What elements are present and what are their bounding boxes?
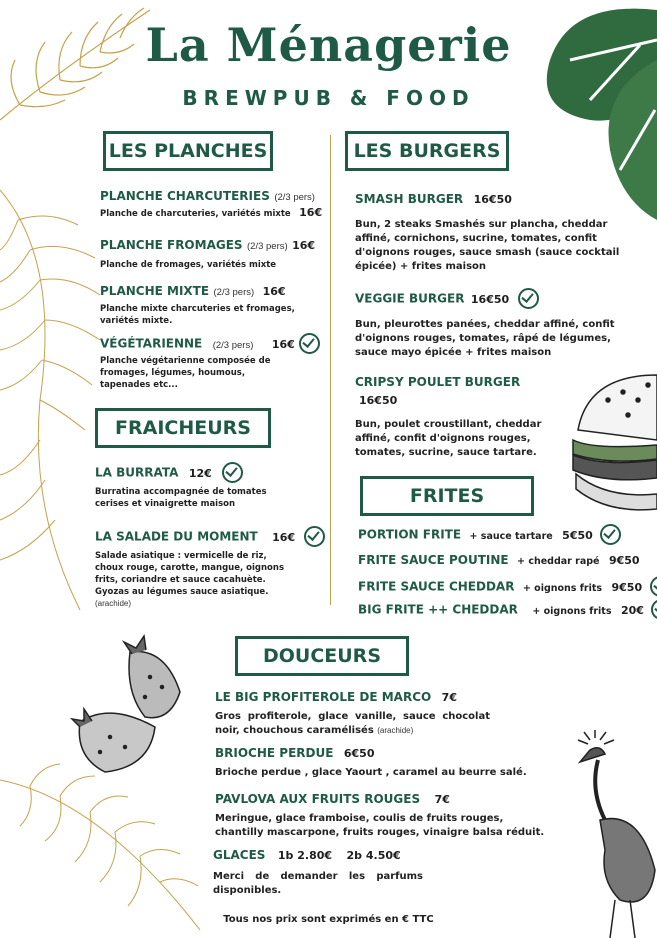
gold-leaf-decoration-left [0,180,110,620]
item-price-2: 2b 4.50€ [346,849,401,862]
item-description-text: Salade asiatique : vermicelle de riz, choux rouge, carotte, mangue, oignons frits, coriandre et sauce cacahuète. Gyozas au légumes sauce asiatique. [95,551,285,597]
item-price: 16€ [271,337,295,351]
strawberry-illustration [70,632,190,782]
item-note: (arachide) [377,726,414,735]
menu-item-veggie-burger [355,288,623,360]
item-extra: + oignons frits [532,605,612,617]
item-price: 16€50 [470,292,510,306]
item-price: 7€ [434,793,450,806]
item-name: LE BIG PROFITEROLE DE MARCO [215,690,432,704]
section-heading-planches: LES PLANCHES [103,131,273,171]
item-description: Burratina accompagnée de tomates cerises et vinaigrette maison [95,487,267,509]
item-price: 9€50 [608,554,640,567]
item-price: 16€ [299,206,323,219]
item-name: FRITE SAUCE POUTINE [358,553,509,567]
item-price: 16€50 [359,394,398,407]
restaurant-title: La Ménagerie [145,18,512,72]
item-description: Bun, 2 steaks Smashés sur plancha, cheddar affiné, cornichons, sucrine, tomates, confit d'oignons rouges, sauce smash (sauce cocktail épicée) + frites maison [355,219,620,272]
item-name: BRIOCHE PERDUE [215,746,334,760]
crane-bird-illustration [560,730,657,938]
item-extra: + cheddar rapé [517,556,600,567]
item-description-text: Gros profiterole, glace vanille, sauce chocolat noir, chouchous caramélisés [215,711,490,736]
item-description: Planche de charcuteries, variétés mixte [100,209,291,219]
item-note: (2/3 pers) [212,339,254,351]
menu-item-planche-mixte [100,282,325,327]
menu-item-la-burrata [95,462,320,510]
item-name: LA BURRATA [95,465,179,480]
menu-item-frite-sauce-cheddar [358,576,657,597]
item-name: GLACES [213,848,266,862]
item-name: BIG FRITE ++ CHEDDAR [358,602,518,617]
vegetarian-check-icon [222,462,243,483]
menu-item-pavlova [215,790,560,840]
menu-item-portion-frite [358,524,621,545]
item-name: VEGGIE BURGER [355,291,465,306]
vegetarian-check-icon [600,524,621,545]
item-extra: + sauce tartare [469,530,553,542]
item-price: 6€50 [343,747,375,760]
item-description: Planche végétarienne composée de fromages, légumes, houmous, tapenades etc... [100,356,271,390]
item-description: Meringue, glace framboise, coulis de fruits rouges, chantilly mascarpone, fruits rouges, vinaigre balsa réduit. [215,813,545,838]
item-name: PORTION FRITE [358,527,462,542]
menu-item-vegetarienne [100,333,325,391]
menu-item-planche-charcuteries [100,187,325,219]
item-price: 5€50 [562,528,593,542]
item-name: LA SALADE DU MOMENT [95,529,258,544]
item-price: 20€ [620,603,644,617]
menu-item-big-profiterole [215,688,490,738]
item-description: Bun, poulet croustillant, cheddar affiné, confit d'oignons rouges, tomates, sucrine, sauce tartare. [355,419,542,458]
item-description [215,710,490,738]
section-heading-fraicheurs: FRAICHEURS [95,408,271,448]
item-extra: + oignons frits [522,582,603,594]
menu-item-brioche-perdue [215,744,545,780]
menu-item-smash-burger [355,190,623,274]
vegetarian-check-icon [651,599,657,620]
item-description: Planche mixte charcuteries et fromages, variétés mixte. [100,304,295,326]
item-description: Brioche perdue , glace Yaourt , caramel au beurre salé. [215,767,527,778]
item-note: (2/3 pers) [274,192,315,203]
vegetarian-check-icon [299,333,320,354]
section-heading-frites: FRITES [360,476,534,516]
item-description: Planche de fromages, variétés mixte [100,260,277,270]
menu-item-glaces [213,846,423,898]
column-divider [330,135,331,605]
item-price: 9€50 [611,580,643,594]
item-price: 12€ [188,466,212,480]
menu-item-cripsy-poulet-burger [355,373,555,460]
section-heading-douceurs: DOUCEURS [235,636,409,676]
item-name: VÉGÉTARIENNE [100,336,203,351]
restaurant-subtitle: BREWPUB & FOOD [182,86,475,110]
item-description: Merci de demander les parfums disponibles. [213,871,423,896]
item-price: 7€ [441,691,457,704]
item-note: (arachide) [95,599,132,608]
vegetarian-check-icon [518,288,539,309]
menu-item-big-frite-cheddar [358,599,657,620]
item-price: 16€50 [473,193,512,206]
item-name: FRITE SAUCE CHEDDAR [358,579,515,594]
burger-illustration [568,370,657,520]
item-description: Bun, pleurottes panées, cheddar affiné, confit d'oignons rouges, tomates, râpé de légumes, sauce mayo épicée + frites maison [355,319,615,358]
vegetarian-check-icon [650,576,657,597]
item-price: 16€ [262,285,286,298]
item-name: CRIPSY POULET BURGER [355,375,521,389]
item-name: SMASH BURGER [355,192,464,206]
menu-item-planche-fromages [100,236,325,271]
item-price: 16€ [292,239,316,252]
price-footer-note: Tous nos prix sont exprimés en € TTC [223,914,434,925]
item-price: 16€ [272,530,296,544]
item-note: (2/3 pers) [213,287,255,298]
menu-item-frite-sauce-poutine [358,551,640,569]
item-name: PAVLOVA AUX FRUITS ROUGES [215,792,421,806]
item-note: (2/3 pers) [247,241,288,252]
item-price: 1b 2.80€ [277,849,333,862]
vegetarian-check-icon [304,526,325,547]
item-description [95,550,295,610]
gold-leaf-decoration-bottom-left [0,760,220,938]
item-name: PLANCHE FROMAGES [100,238,243,252]
item-name: PLANCHE CHARCUTERIES [100,189,270,203]
section-heading-burgers: LES BURGERS [345,131,509,171]
item-name: PLANCHE MIXTE [100,284,210,298]
menu-item-salade-du-moment [95,526,325,610]
